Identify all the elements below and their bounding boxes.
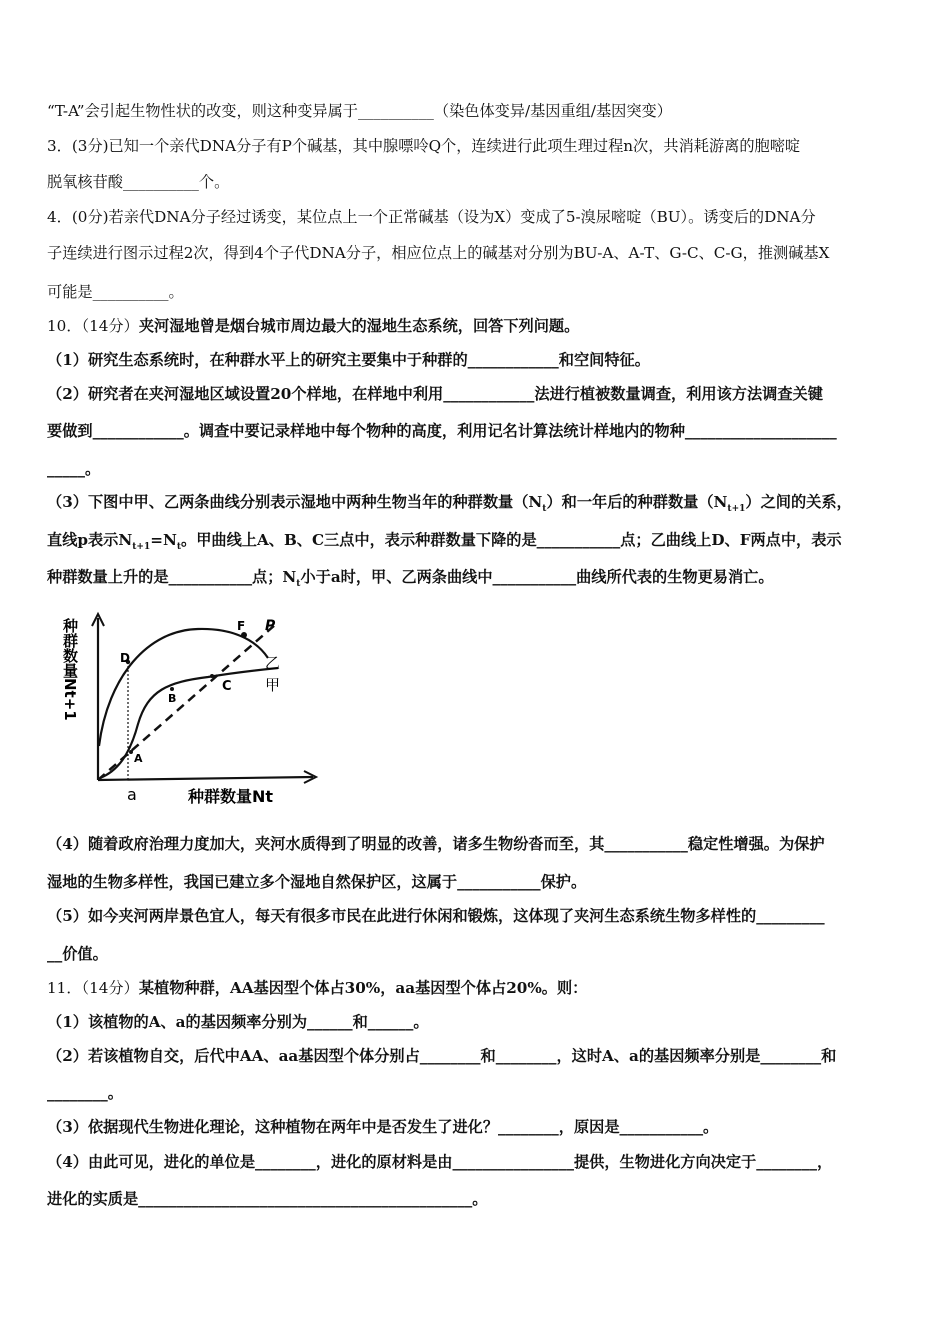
- question-10-part-3-line-3: 种群数量上升的是___________点；$N_t$小于a时，甲、乙两条曲线中___________曲线所代表的生物更易消亡。: [47, 568, 774, 590]
- question-10-part-2-line-2: 要做到____________。调查中要记录样地中每个物种的高度，利用记名计算法统计样地内的物种____________________: [47, 422, 837, 440]
- point-c-label: C: [222, 679, 232, 694]
- curve-yi: [99, 629, 268, 746]
- question-4-line-1: 4．(0分)若亲代DNA分子经过诱变，某位点上一个正常碱基（设为X）变成了5-溴尿嘧啶（BU）。诱变后的DNA分: [47, 208, 816, 226]
- population-curve-figure: [58, 606, 330, 810]
- question-10-part-5-line-1: （5）如今夹河两岸景色宜人，每天有很多市民在此进行休闲和锻炼，这体现了夹河生态系统生物多样性的_________: [47, 907, 825, 925]
- y-axis-label-vertical: 种群数量Nt+1: [61, 618, 79, 721]
- question-3-line-2: 脱氧核苷酸__________个。: [47, 173, 230, 191]
- point-c-marker: [210, 674, 214, 678]
- question-10-number: 10．（14分）: [47, 317, 139, 335]
- point-a-label: A: [134, 752, 143, 765]
- point-d-label: D: [120, 651, 130, 665]
- question-10-part-4-line-1: （4）随着政府治理力度加大，夹河水质得到了明显的改善，诸多生物纷沓而至，其___________稳定性增强。为保护: [47, 835, 825, 853]
- question-10-part-3-line-1: （3）下图中甲、乙两条曲线分别表示湿地中两种生物当年的种群数量$(N_t)$和一年后的种群数量$(N_{t+1})$之间的关系，: [47, 493, 852, 515]
- curve-jia-label: 甲: [265, 676, 281, 694]
- question-11-part-4-line-2: 进化的实质是____________________________________________。: [47, 1190, 488, 1208]
- question-10-stem: 夹河湿地曾是烟台城市周边最大的湿地生态系统，回答下列问题。: [138, 317, 580, 335]
- curve-jia: [100, 668, 281, 778]
- question-10-header: [47, 316, 579, 336]
- x-axis: [98, 777, 313, 780]
- question-11-part-4-line-1: （4）由此可见，进化的单位是________，进化的原材料是由________________提供，生物进化方向决定于________，: [47, 1153, 833, 1171]
- question-11-header: [47, 978, 587, 998]
- x-axis-label: 种群数量Nt: [188, 787, 274, 806]
- question-10-part-2-line-1: （2）研究者在夹河湿地区域设置20个样地，在样地中利用____________法进行植被数量调查，利用该方法调查关键: [47, 385, 823, 403]
- population-curve-graph: [58, 606, 330, 810]
- question-4-line-3: 可能是__________。: [47, 283, 184, 301]
- question-11-part-2-line-1: （2）若该植物自交，后代中AA、aa基因型个体分别占________和________，这时A、a的基因频率分别是________和: [47, 1047, 837, 1065]
- curve-yi-label: 乙: [265, 654, 281, 672]
- question-11-stem: 某植物种群，AA基因型个体占30%，aa基因型个体占20%。则：: [138, 979, 588, 997]
- question-3-line-1: 3．(3分)已知一个亲代DNA分子有P个碱基，其中腺嘌呤Q个，连续进行此项生理过程n次，共消耗游离的胞嘧啶: [47, 137, 801, 155]
- question-11-part-2-line-2: ________。: [47, 1084, 123, 1102]
- question-11-part-3: （3）依据现代生物进化理论，这种植物在两年中是否发生了进化？________，原因是___________。: [47, 1118, 719, 1136]
- question-11-part-1: （1）该植物的A、a的基因频率分别为______和______。: [47, 1013, 429, 1031]
- question-10-part-1: （1）研究生态系统时，在种群水平上的研究主要集中于种群的____________和空间特征。: [47, 351, 650, 369]
- question-10-part-5-line-2: __价值。: [47, 945, 108, 963]
- text-line-1: “T-A”会引起生物性状的改变，则这种变异属于__________（染色体变异/基因重组/基因突变）: [47, 102, 672, 120]
- question-10-part-2-line-3: _____。: [47, 460, 101, 478]
- point-a-marker: [129, 750, 133, 754]
- question-10-part-3-line-2: 直线p表示$N_{t+1}=N_t$。甲曲线上A、B、C三点中，表示种群数量下降的是___________点；乙曲线上D、F两点中，表示: [47, 531, 842, 553]
- point-b-marker: [170, 687, 174, 691]
- point-f-label: F: [237, 619, 246, 633]
- line-p-label: P: [265, 618, 276, 634]
- question-4-line-2: 子连续进行图示过程2次，得到4个子代DNA分子，相应位点上的碱基对分别为BU-A、A-T、G-C、C-G，推测碱基X: [47, 244, 830, 262]
- point-b-label: B: [168, 692, 177, 705]
- question-11-number: 11．（14分）: [47, 979, 139, 997]
- question-10-part-4-line-2: 湿地的生物多样性，我国已建立多个湿地自然保护区，这属于___________保护。: [47, 873, 587, 891]
- x-tick-a: a: [127, 785, 137, 804]
